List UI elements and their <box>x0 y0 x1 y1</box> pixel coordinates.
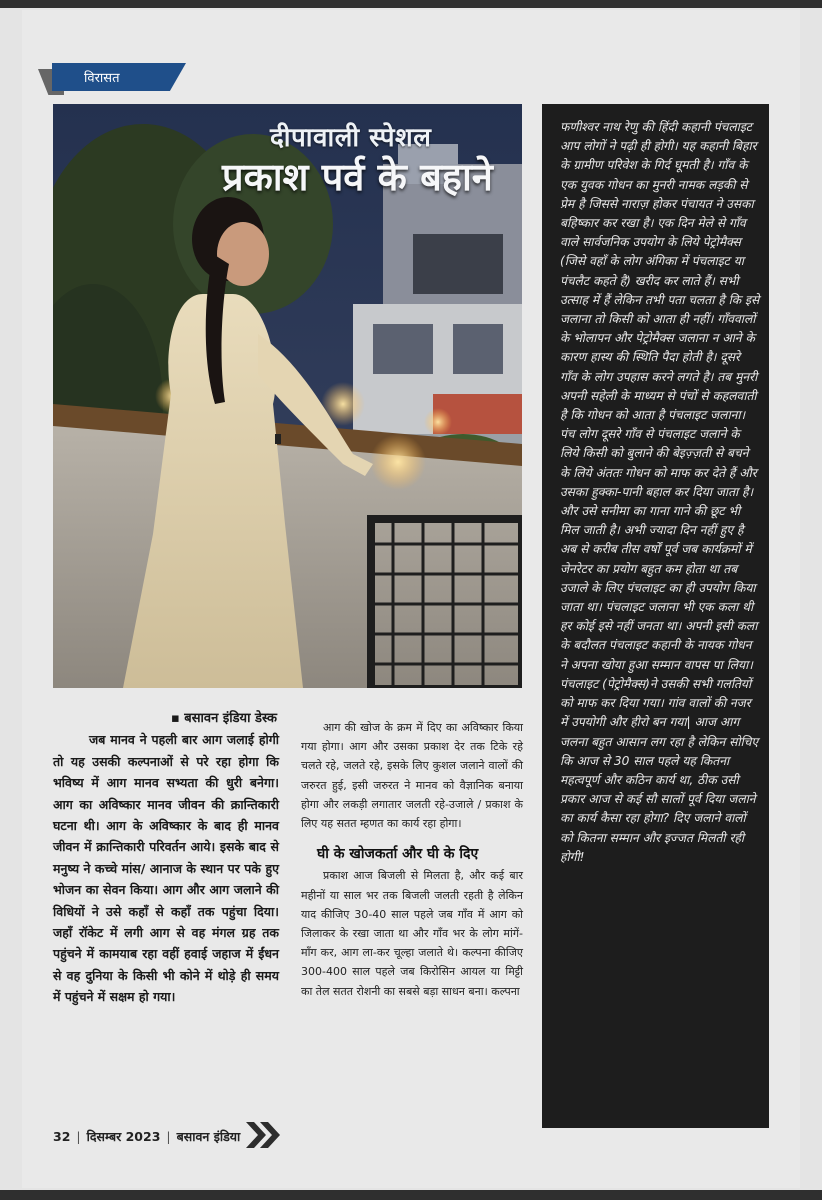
section-tab <box>38 63 186 93</box>
top-border <box>0 0 822 8</box>
page-number: 32 <box>53 1129 71 1144</box>
article-text-col2-para1: आग की खोज के क्रम में दिए का अविष्कार किया गया होगा। आग और उसका प्रकाश देर तक टिके रहे चलते रहे, जलते रहे, इसके लिए कुशल जलाने वालों की जरुरत हुई, इसी जरुरत ने मानव को वैज्ञानिक बनाया होगा और लकड़ी लगातार जलती रहे-उजाले / प्रकाश के लिए यह सतत म्हणत का कार्य रहा होगा। <box>301 721 523 831</box>
publication-name: बसावन इंडिया <box>176 1129 241 1144</box>
photo-title-kicker: दीपावाली स्पेशल <box>270 123 432 153</box>
footer-separator: | <box>76 1129 81 1144</box>
bottom-border <box>0 1190 822 1200</box>
article-column-2 <box>301 718 523 1001</box>
article-text-col2-para2: प्रकाश आज बिजली से मिलता है, और कई बार महीनों या साल भर तक बिजली जलती रहती है लेकिन याद कीजिए 30-40 साल पहले जब गाँव में आग को जिलाकर के रखा जाता था और गाँव भर के लोग मांगें-माँग कर, आग ला-कर चूल्हा जलाते थे। कल्पना कीजिए 300-400 साल पहले जब किरोसिन आयल या मिट्टी का तेल सतत रोशनी का सबसे बड़ा साधन बना। कल्पना <box>301 869 523 998</box>
footer-separator: | <box>166 1129 171 1144</box>
chevron-right-icon <box>246 1122 282 1148</box>
page-footer <box>53 1128 240 1148</box>
photo-title-headline: प्रकाश पर्व के बहाने <box>222 155 493 199</box>
issue-date: दिसम्बर 2023 <box>86 1129 161 1144</box>
section-label: विरासत <box>84 71 120 86</box>
sidebar-text: फणीश्वर नाथ रेणु की हिंदी कहानी पंचलाइट आप लोगों ने पढ़ी ही होगी। यह कहानी बिहार के ग्रामीण परिवेश के गिर्द घूमती है। गाँव के एक युवक गोधन का मुनरी नामक लड़की से प्रेम है जिससे नाराज़ होकर पंचायत ने उसका बहिष्कार कर रखा है। एक दिन मेले से गाँव वाले सार्वजनिक उपयोग के लिये पेट्रोमैक्स (जिसे वहाँ के लोग अंगिका में पंचलाइट या पंचलैट कहते है) खरीद कर लाते हैं। सभी उत्साह में हैं लेकिन तभी पता चलता है कि इसे जलाना तो किसी को आता ही नहीं। गाँववालों के भोलापन और पेट्रोमैक्स जलाना न आने के कारण हास्य की स्थिति पैदा होती है। दूसरे गाँव के लोग उपहास करने लगते है। तब मुनरी अपनी सहेली के माध्यम से पंचों से कहलवाती है कि गोधन को आता है पंचलाइट जलाना। पंच लोग दूसरे गाँव से पंचलाइट जलाने के लिये किसी को बुलाने की बेइज़्ज़ती से बचने के लिये अंततः गोधन को माफ कर देते हैं और उसका हुक्का-पानी बहाल कर दिया जाता है। और उसे सनीमा का गाना गाने की छूट भी मिल जाती है। अभी ज्यादा दिन नहीं हुए है अब से करीब तीस वर्षों पूर्व जब कार्यक्रमों में जेनरेटर का प्रयोग बहुत कम होता था तब उजाले के लिए पंचलाइट का ही उपयोग किया जाता था। पंचलाइट जलाना भी एक कला थी हर कोई इसे नहीं जनता था। अपनी इसी कला के बदौलत पंचलाइट कहानी के नायक गोधन ने अपना खोया हुआ सम्मान वापस पा लिया। पंचलाइट (पेट्रोमैक्स)ने उसकी सभी गलतियों को माफ कर दिया गया। गांव वालों की नजर में उपयोगी और हीरो बन गया| आज आग जलना बहुत आसान लग रहा है लेकिन सोचिए कि आज से 30 साल पहले यह कितना महत्वपूर्ण और कठिन कार्य था, ठीक उसी प्रकार आज से कई सौ सालों पूर्व दिया जलाने का कार्य कैसा रहा होगा? दिए जलाने वालों को कितना सम्मान और इज्जत मिलती रही होगी! <box>560 120 760 864</box>
article-text-col1: जब मानव ने पहली बार आग जलाई होगी तो यह उसकी कल्पनाओं से परे रहा होगा कि भविष्य में आग मानव सभ्यता की धुरी बनेगा। आग का अविष्कार मानव जीवन की क्रान्तिकारी घटना थी। आग के अविष्कार के बाद ही मानव जीवन में क्रान्तिकारी परिवर्तन आये। इसके बाद से मनुष्य ने कच्चे मांस/ आनाज के स्थान पर पके हुए भोजन का सेवन किया। आग और आग जलाने की विधियों ने उसे कहाँ से कहाँ तक पहुंचा दिया। जहाँ रॉकेट में लगी आग से वह मंगल ग्रह तक पहुंचने में कामयाब रहा वहीं हवाई जहाज में ईंधन से वह दुनिया के किसी भी कोने में थोड़े ही समय में पहुंचने में सक्षम हो गया। <box>53 732 279 1005</box>
subheading: घी के खोजकर्ता और घी के दिए <box>317 846 479 863</box>
article-column-1 <box>53 708 279 1008</box>
byline: ▪ बसावन इंडिया डेस्क <box>170 711 277 726</box>
